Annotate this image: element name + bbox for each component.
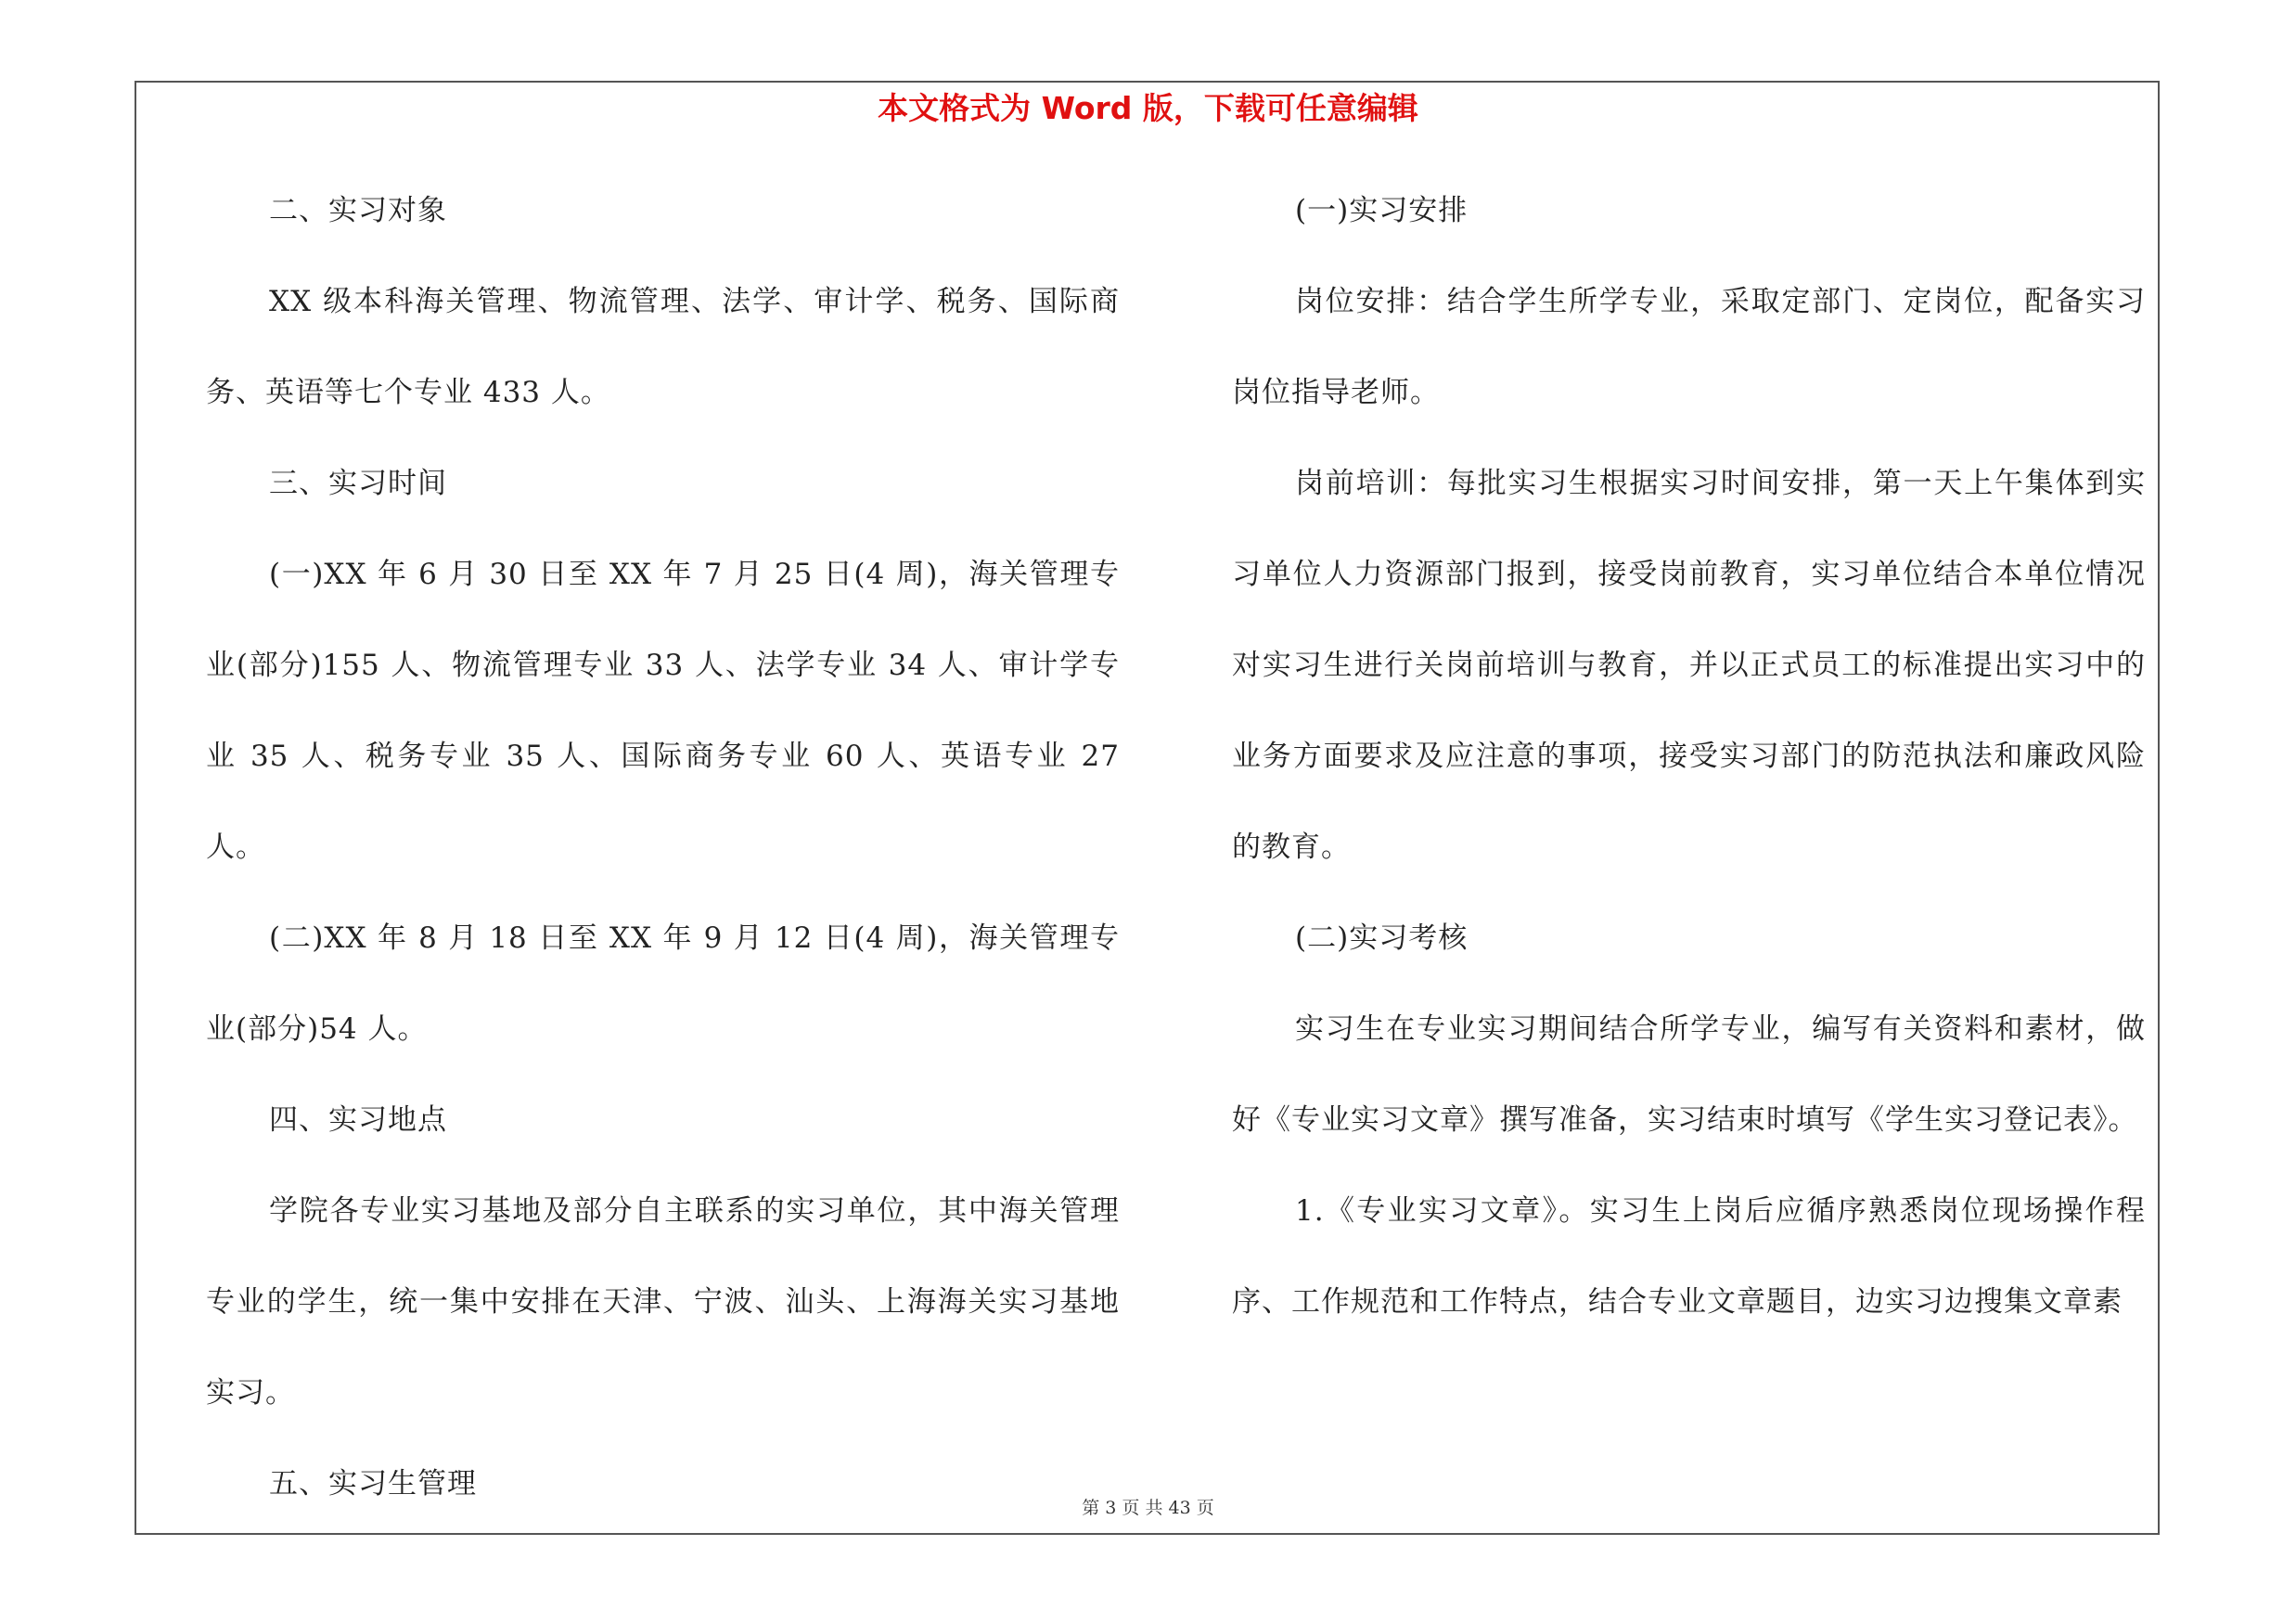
section-heading: 四、实习地点 <box>269 1103 447 1137</box>
body-paragraph: (二)XX 年 8 月 18 日至 XX 年 9 月 12 日(4 周)，海关管理专业(部分)54 人。 <box>206 921 1120 1046</box>
section-heading: (一)实习安排 <box>1295 194 1469 227</box>
section-heading: 二、实习对象 <box>269 194 447 227</box>
body-paragraph: 岗位安排：结合学生所学专业，采取定部门、定岗位，配备实习岗位指导老师。 <box>1232 285 2146 409</box>
body-paragraph: 岗前培训：每批实习生根据实习时间安排，第一天上午集体到实习单位人力资源部门报到，接受岗前教育，实习单位结合本单位情况对实习生进行关岗前培训与教育，并以正式员工的标准提出实习中的业务方面要求及应注意的事项，接受实习部门的防范执法和廉政风险的教育。 <box>1232 467 2146 864</box>
page-number: 第 3 页 共 43 页 <box>1082 1498 1214 1518</box>
section-heading: (二)实习考核 <box>1295 921 1469 955</box>
section-heading: 三、实习时间 <box>269 467 447 500</box>
section-heading: 五、实习生管理 <box>269 1467 477 1501</box>
left-column <box>206 165 1120 1529</box>
format-banner: 本文格式为 Word 版，下载可任意编辑 <box>878 90 1418 126</box>
body-paragraph: 学院各专业实习基地及部分自主联系的实习单位，其中海关管理专业的学生，统一集中安排在天津、宁波、汕头、上海海关实习基地实习。 <box>206 1194 1120 1410</box>
right-column <box>1232 165 2146 1347</box>
body-paragraph: XX 级本科海关管理、物流管理、法学、审计学、税务、国际商务、英语等七个专业 433 人。 <box>206 285 1120 409</box>
body-paragraph: (一)XX 年 6 月 30 日至 XX 年 7 月 25 日(4 周)，海关管理专业(部分)155 人、物流管理专业 33 人、法学专业 34 人、审计学专业 35 人、税务专业 35 人、国际商务专业 60 人、英语专业 27 人。 <box>206 558 1120 864</box>
body-paragraph: 1.《专业实习文章》。实习生上岗后应循序熟悉岗位现场操作程序、工作规范和工作特点，结合专业文章题目，边实习边搜集文章素 <box>1232 1194 2146 1319</box>
body-paragraph: 实习生在专业实习期间结合所学专业，编写有关资料和素材，做好《专业实习文章》撰写准备，实习结束时填写《学生实习登记表》。 <box>1232 1012 2146 1137</box>
